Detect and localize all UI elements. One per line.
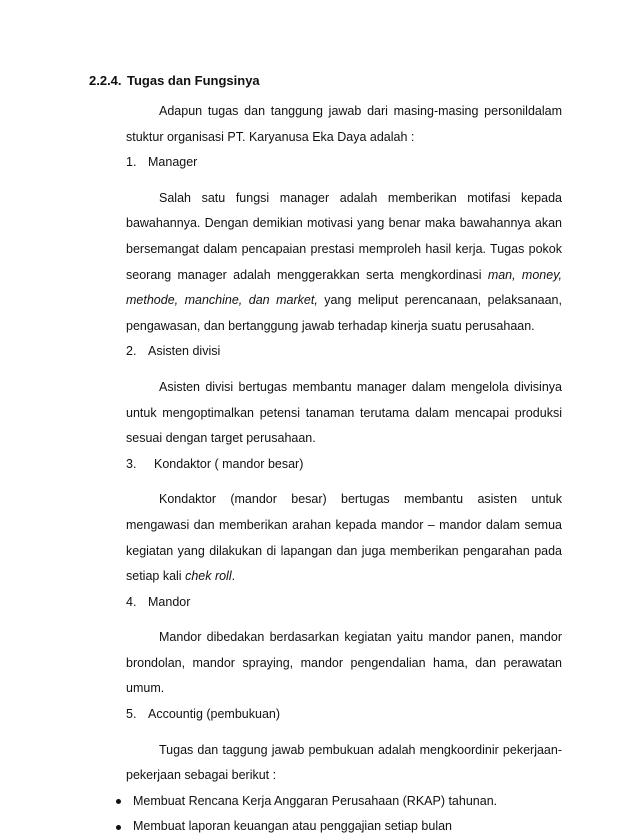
item-heading-kondaktor: [126, 452, 562, 478]
item-heading-manager: [126, 150, 562, 176]
item-heading-asisten-divisi: [126, 339, 562, 365]
bullet-icon: [116, 799, 121, 804]
bullet-text: Membuat laporan keuangan atau penggajian setiap bulan: [133, 819, 452, 834]
paragraph-text: yang meliput perencanaan, pelaksanaan, pengawasan, dan bertanggung jawab terhadap kinerja suatu perusahaan.: [126, 293, 562, 333]
paragraph-italic-text: chek roll: [185, 569, 232, 584]
item-heading-mandor: [126, 590, 562, 616]
item-number: 1.: [126, 155, 137, 170]
item-number: 5.: [126, 707, 137, 722]
paragraph-text: Kondaktor (mandor besar) bertugas membantu asisten untuk mengawasi dan memberikan arahan kepada mandor – mandor dalam semua kegiatan yang dilakukan di lapangan dan juga memberikan pengarahan pada setiap kali: [126, 492, 562, 584]
item-title: Accountig (pembukuan): [148, 707, 281, 722]
bullet-text: Membuat Rencana Kerja Anggaran Perusahaan (RKAP) tahunan.: [133, 793, 498, 808]
item-title: Mandor: [148, 594, 191, 609]
item-paragraph-mandor: Mandor dibedakan berdasarkan kegiatan yaitu mandor panen, mandor brondolan, mandor spraying, mandor pengendalian hama, dan perawatan umum.: [126, 630, 562, 696]
paragraph-italic-text: man, money, methode, manchine, dan market,: [126, 267, 562, 308]
intro-paragraph: Adapun tugas dan tanggung jawab dari masing-masing personildalam stuktur organisasi PT. Karyanusa Eka Daya adalah :: [126, 104, 562, 144]
item-title: Asisten divisi: [148, 344, 221, 359]
item-title: Manager: [148, 155, 198, 170]
item-paragraph-accountig: Tugas dan taggung jawab pembukuan adalah mengkoordinir pekerjaan-pekerjaan sebagai berikut :: [126, 742, 562, 783]
section-heading: [89, 73, 260, 88]
item-paragraph-asisten-divisi: Asisten divisi bertugas membantu manager dalam mengelola divisinya untuk mengoptimalkan petensi tanaman terutama dalam mencapai produksi sesuai dengan target perusahaan.: [126, 379, 562, 446]
bullet-item: [116, 814, 562, 840]
bullet-icon: [116, 825, 121, 830]
item-paragraph-manager: [126, 186, 562, 340]
section-body: [126, 99, 562, 840]
item-number: 3.: [126, 456, 137, 471]
item-paragraph-kondaktor: [126, 487, 562, 589]
paragraph-text: Salah satu fungsi manager adalah memberikan motifasi kepada bawahannya. Dengan demikian motivasi yang benar maka bawahannya akan bersemangat dalam pencapaian prestasi memproleh hasil kerja. Tugas pokok seorang manager adalah menggerakkan serta mengkordinasi: [126, 190, 562, 282]
paragraph-text: .: [231, 569, 236, 584]
bullet-item: [116, 789, 562, 815]
item-number: 2.: [126, 344, 137, 359]
section-title: Tugas dan Fungsinya: [127, 73, 260, 88]
item-title: Kondaktor ( mandor besar): [154, 456, 304, 471]
item-heading-accountig: [126, 702, 562, 728]
item-number: 4.: [126, 594, 137, 609]
section-number: 2.2.4.: [89, 73, 122, 88]
